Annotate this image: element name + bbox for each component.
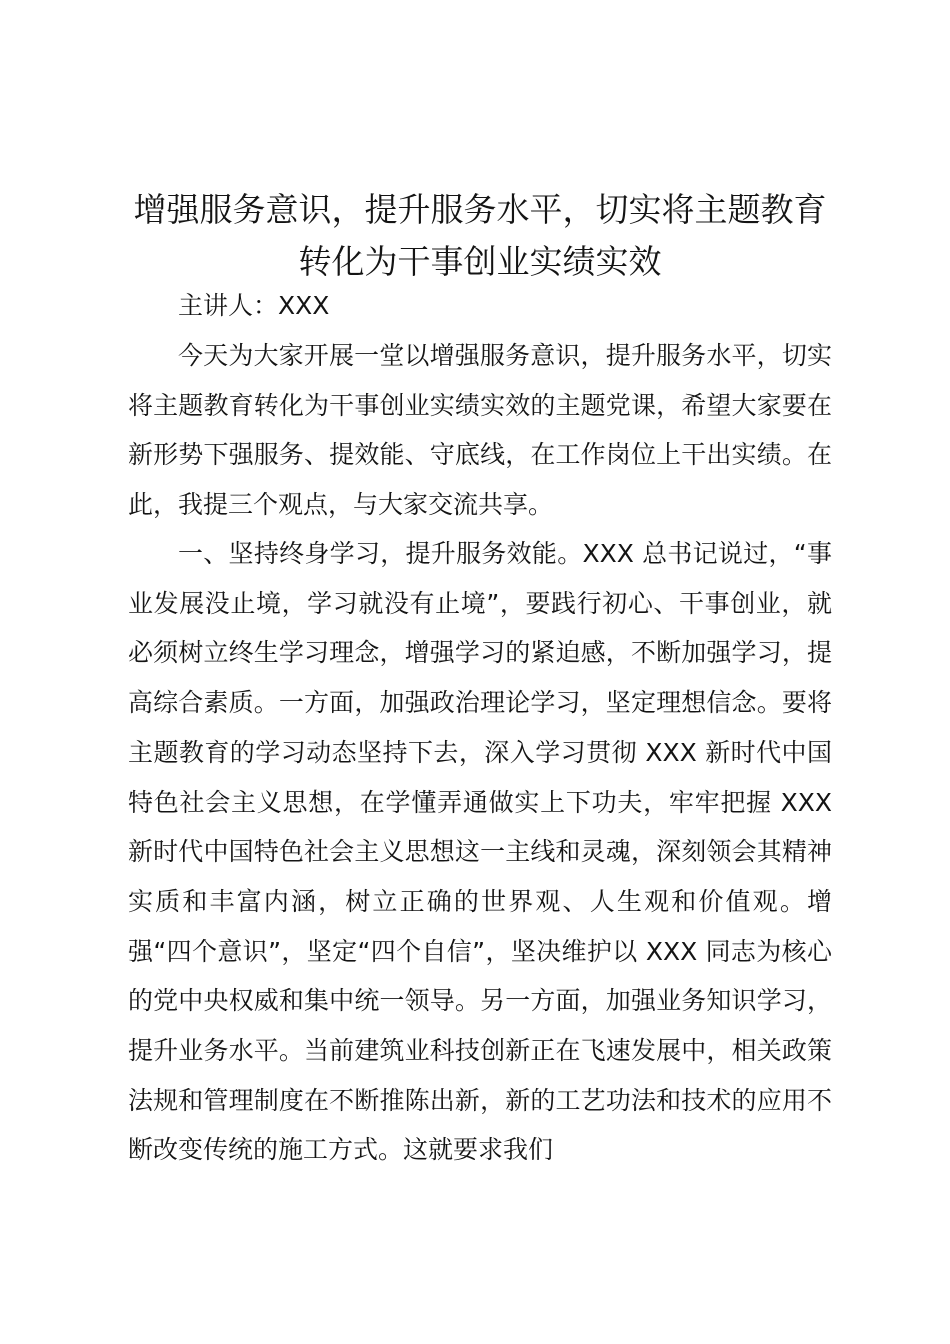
body-paragraph-intro: 今天为大家开展一堂以增强服务意识，提升服务水平，切实将主题教育转化为干事创业实绩实效的主题党课，希望大家要在新形势下强服务、提效能、守底线，在工作岗位上干出实绩。在此，我提三个观点，与大家交流共享。: [128, 341, 832, 520]
document-title: 增强服务意识，提升服务水平，切实将主题教育转化为干事创业实绩实效: [133, 190, 827, 281]
body-paragraph-point-one: 一、坚持终身学习，提升服务效能。XXX 总书记说过，“事业发展没止境，学习就没有止境”，要践行初心、干事创业，就必须树立终生学习理念，增强学习的紧迫感，不断加强学习，提高综合素质。一方面，加强政治理论学习，坚定理想信念。要将主题教育的学习动态坚持下去，深入学习贯彻 XXX 新时代中国特色社会主义思想，在学懂弄通做实上下功夫，牢牢把握 XXX 新时代中国特色社会主义思想这一主线和灵魂，深刻领会其精神实质和丰富内涵，树立正确的世界观、人生观和价值观。增强“四个意识”，坚定“四个自信”，坚决维护以 XXX 同志为核心的党中央权威和集中统一领导。另一方面，加强业务知识学习，提升业务水平。当前建筑业科技创新正在飞速发展中，相关政策法规和管理制度在不断推陈出新，新的工艺功法和技术的应用不断改变传统的施工方式。这就要求我们: [128, 539, 832, 1165]
speaker-line: 主讲人：XXX: [178, 291, 330, 320]
